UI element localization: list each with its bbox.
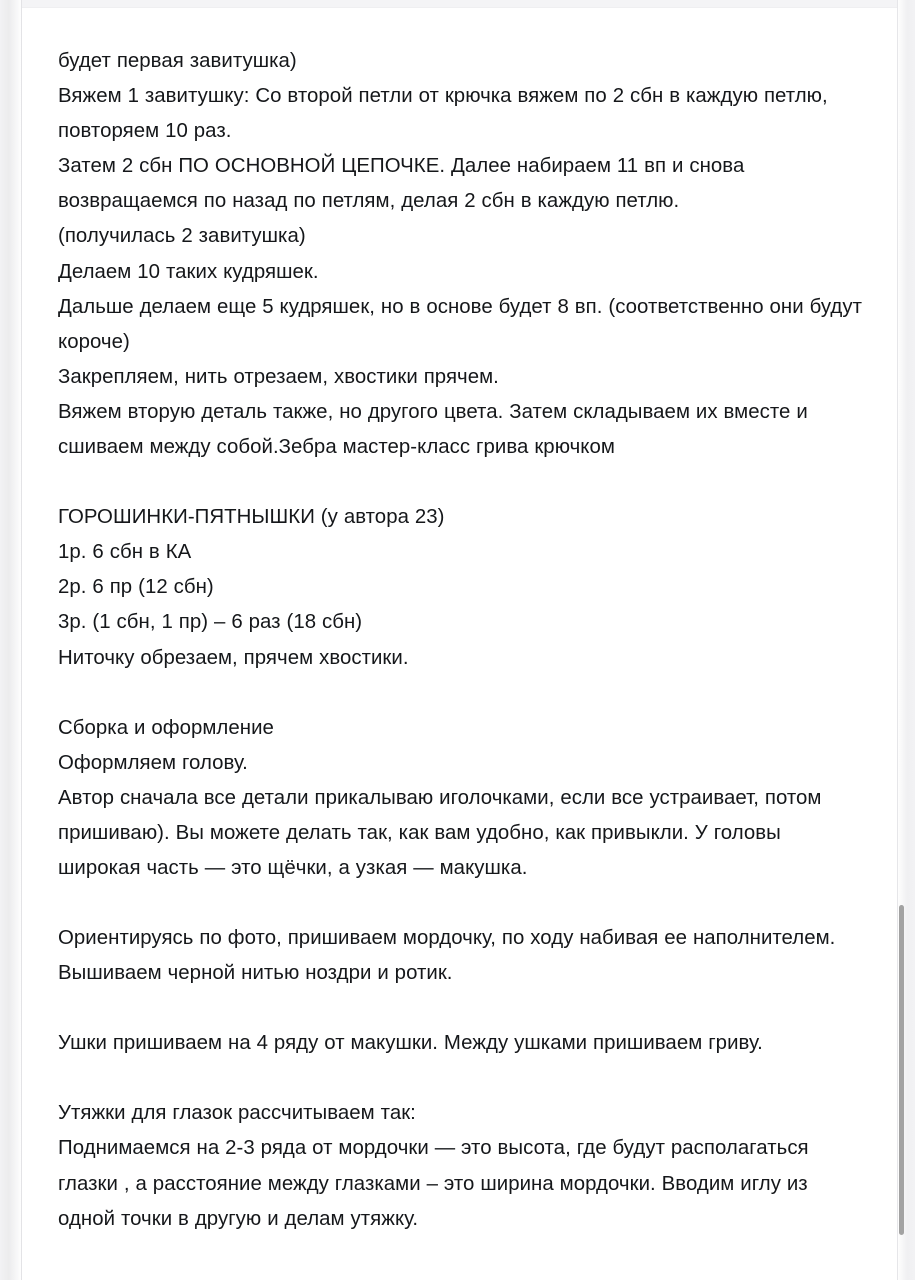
paragraph-line: Вяжем 1 завитушку: Со второй петли от крючка вяжем по 2 сбн в каждую петлю, повторяем 10 раз.	[58, 85, 828, 143]
paragraph-spacer	[58, 886, 863, 921]
paragraph-line: Делаем 10 таких кудряшек.	[58, 260, 319, 283]
section-heading-eye-tightening: Утяжки для глазок рассчитываем так:	[58, 1102, 416, 1125]
paragraph-line: Ушки пришиваем на 4 ряду от макушки. Между ушками пришиваем гриву.	[58, 1032, 763, 1055]
row-instruction: 1р. 6 сбн в КА	[58, 541, 192, 564]
paragraph-line: (получилась 2 завитушка)	[58, 225, 306, 248]
paragraph-line: будет первая завитушка)	[58, 50, 297, 72]
paragraph-line: Ориентируясь по фото, пришиваем мордочку, по ходу набивая ее наполнителем. Вышиваем черной нитью ноздри и ротик.	[58, 927, 836, 985]
paragraph-line: Вяжем вторую деталь также, но другого цвета. Затем складываем их вместе и сшиваем между собой.Зебра мастер-класс грива крючком	[58, 400, 808, 459]
row-instruction: 3р. (1 сбн, 1 пр) – 6 раз (18 сбн)	[58, 611, 363, 634]
paragraph-spacer	[58, 676, 863, 711]
paragraph-line: Закрепляем, нить отрезаем, хвостики прячем.	[58, 365, 499, 388]
paragraph-spacer	[58, 991, 863, 1026]
page-left-gutter	[0, 0, 22, 1280]
paragraph-line: Поднимаемся на 2-3 ряда от мордочки — это высота, где будут располагаться глазки , а расстояние между глазками – это ширина мордочки. Вводим иглу из одной точки в другую и делам утяжку.	[58, 1137, 809, 1230]
paragraph-spacer	[58, 1061, 863, 1096]
section-heading-peas: ГОРОШИНКИ-ПЯТНЫШКИ (у автора 23)	[58, 506, 445, 529]
paragraph-line: Затем 2 сбн ПО ОСНОВНОЙ ЦЕПОЧКЕ. Далее набираем 11 вп и снова возвращаемся по назад по петлям, делая 2 сбн в каждую петлю.	[58, 155, 745, 213]
vertical-scrollbar-thumb[interactable]	[899, 905, 904, 1235]
document-text-body	[22, 0, 897, 1280]
paragraph-spacer	[58, 465, 863, 500]
section-heading-assembly: Сборка и оформление	[58, 716, 274, 739]
paragraph-line: Дальше делаем еще 5 кудряшек, но в основе будет 8 вп. (соответственно они будут короче)	[58, 295, 863, 353]
row-instruction: 2р. 6 пр (12 сбн)	[58, 576, 214, 599]
paragraph-line: Ниточку обрезаем, прячем хвостики.	[58, 646, 409, 669]
paragraph-line: Оформляем голову.	[58, 751, 248, 774]
paragraph-line: Автор сначала все детали прикалываю иголочками, если все устраивает, потом пришиваю). Вы можете делать так, как вам удобно, как привыкли. У головы широкая часть — это щёчки, а узкая — макушка.	[58, 786, 822, 879]
